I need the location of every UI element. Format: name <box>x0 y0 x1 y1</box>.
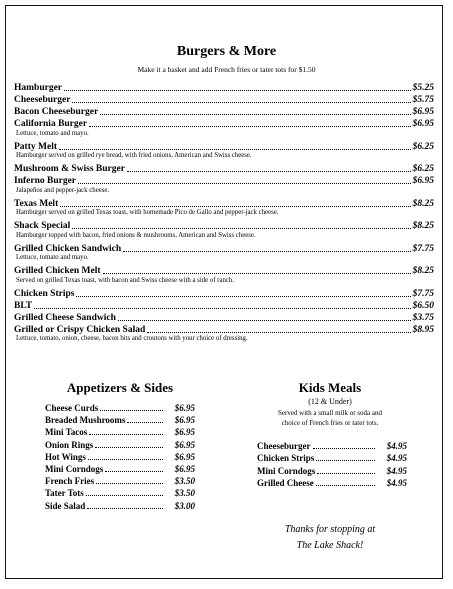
item-price: $5.25 <box>412 83 434 93</box>
dot-leader <box>89 434 163 435</box>
menu-item <box>45 475 195 486</box>
item-name: BLT <box>14 300 33 311</box>
menu-item <box>45 451 195 462</box>
dot-leader <box>72 102 410 103</box>
item-name: Hot Wings <box>45 451 86 462</box>
item-description: Lettuce, tomato, onion, cheese, bacon bits and croutons with your choice of dressing. <box>16 335 248 342</box>
menu-item <box>257 440 407 451</box>
item-price: $7.75 <box>412 288 434 299</box>
item-description: Hamburger served on grilled Texas toast, with homemade Pico de Gallo and pepper-jack cheese. <box>16 209 279 216</box>
menu-item <box>14 198 434 209</box>
item-price: $6.25 <box>412 141 434 152</box>
dot-leader <box>313 448 376 449</box>
menu-item <box>14 220 434 231</box>
menu-item <box>14 312 434 323</box>
dot-leader <box>60 206 410 207</box>
kids-title: Kids Meals <box>298 380 362 395</box>
dot-leader <box>34 308 410 309</box>
menu-item <box>45 487 195 498</box>
item-price: $4.95 <box>386 453 407 464</box>
item-name: French Fries <box>45 476 95 487</box>
item-name: Mini Corndogs <box>45 464 104 474</box>
dot-leader <box>95 447 163 448</box>
item-name: Cheeseburger <box>14 95 71 105</box>
item-name: Cheese Curds <box>45 403 99 413</box>
menu-item <box>45 414 195 425</box>
dot-leader <box>87 508 163 509</box>
menu-item <box>257 477 407 488</box>
item-price: $6.25 <box>412 164 434 174</box>
item-name: Cheeseburger <box>257 441 311 451</box>
item-price: $6.95 <box>412 107 434 117</box>
item-name: Chicken Strips <box>257 453 315 464</box>
item-description: Lettuce, tomato and mayo. <box>16 254 89 261</box>
item-price: $3.00 <box>174 500 195 511</box>
menu-item <box>257 465 407 476</box>
dot-leader <box>100 410 163 411</box>
dot-leader <box>103 273 411 274</box>
dot-leader <box>64 90 411 91</box>
item-price: $6.95 <box>174 451 195 462</box>
dot-leader <box>88 459 163 460</box>
burgers-title: Burgers & More <box>176 44 277 59</box>
item-name: Mini Tacos <box>45 427 88 438</box>
dot-leader <box>89 126 411 127</box>
appetizers-title: Appetizers & Sides <box>66 380 174 395</box>
item-price: $8.25 <box>412 266 434 276</box>
item-price: $8.25 <box>412 198 434 209</box>
dot-leader <box>118 320 411 321</box>
menu-item <box>14 265 434 276</box>
kids-subtitle-line1: Served with a small milk or soda and <box>277 409 382 417</box>
item-price: $7.75 <box>412 243 434 254</box>
menu-item <box>45 439 195 450</box>
item-price: $8.25 <box>412 221 434 231</box>
menu-item <box>14 106 434 117</box>
dot-leader <box>59 149 411 150</box>
item-price: $6.95 <box>174 439 195 450</box>
menu-item <box>14 300 434 311</box>
item-price: $4.95 <box>386 441 407 451</box>
item-name: Grilled Cheese <box>257 477 314 488</box>
menu-item <box>14 288 434 299</box>
item-name: Bacon Cheeseburger <box>14 107 99 117</box>
menu-item <box>14 324 434 335</box>
kids-subtitle-line2: choice of French fries or tater tots. <box>281 419 379 427</box>
item-name: Side Salad <box>45 500 86 511</box>
item-description: Hamburger topped with bacon, fried onions & mushrooms, American and Swiss cheese. <box>16 231 256 239</box>
item-name: Mini Corndogs <box>257 465 316 476</box>
item-price: $6.95 <box>174 427 195 438</box>
dot-leader <box>105 471 163 472</box>
menu-item <box>14 141 434 152</box>
dot-leader <box>96 483 163 484</box>
item-price: $6.95 <box>174 403 195 413</box>
item-name: Grilled Chicken Sandwich <box>14 243 122 254</box>
item-price: $3.50 <box>174 488 195 499</box>
item-price: $3.50 <box>174 476 195 487</box>
item-name: Grilled Cheese Sandwich <box>14 312 116 323</box>
item-name: Inferno Burger <box>14 176 77 186</box>
item-name: Shack Special <box>14 221 71 231</box>
item-price: $5.75 <box>412 95 434 105</box>
item-name: Mushroom & Swiss Burger <box>14 164 125 174</box>
item-name: Patty Melt <box>14 141 57 152</box>
item-name: Onion Rings <box>45 439 94 450</box>
item-price: $6.95 <box>174 415 195 426</box>
menu-item <box>45 402 195 413</box>
dot-leader <box>123 251 410 252</box>
item-description: Hamburger served on grilled rye bread, with fried onions, American and Swiss cheese. <box>16 152 252 159</box>
kids-age-note: (12 & Under) <box>308 397 352 406</box>
item-name: Grilled or Crispy Chicken Salad <box>14 324 146 335</box>
dot-leader <box>316 485 375 486</box>
dot-leader <box>76 296 410 297</box>
item-name: Grilled Chicken Melt <box>14 266 101 276</box>
item-price: $4.95 <box>386 477 407 488</box>
thanks-line1: Thanks for stopping at <box>284 524 376 535</box>
item-name: Tater Tots <box>45 488 84 499</box>
menu-item <box>14 243 434 254</box>
dot-leader <box>100 114 410 115</box>
dot-leader <box>316 460 375 461</box>
item-price: $4.95 <box>386 465 407 476</box>
menu-item <box>14 94 434 105</box>
dot-leader <box>72 228 410 229</box>
item-name: Chicken Strips <box>14 288 75 299</box>
item-price: $6.95 <box>412 119 434 129</box>
menu-item <box>14 163 434 174</box>
item-description: Lettuce, tomato and mayo. <box>16 129 89 137</box>
menu-item <box>14 118 434 129</box>
item-price: $3.75 <box>412 312 434 323</box>
item-name: Breaded Mushrooms <box>45 415 126 426</box>
menu-item <box>14 175 434 186</box>
item-description: Jalapeños and pepper-jack cheese. <box>16 186 110 194</box>
item-price: $6.95 <box>412 176 434 186</box>
menu-item <box>45 463 195 474</box>
item-description: Served on grilled Texas toast, with bacon and Swiss cheese with a side of ranch. <box>16 276 234 284</box>
item-name: California Burger <box>14 119 88 129</box>
burgers-subtitle: Make it a basket and add French fries or tater tots for $1.50 <box>137 65 316 74</box>
menu-item <box>45 426 195 437</box>
menu-item <box>45 500 195 511</box>
dot-leader <box>86 495 163 496</box>
item-price: $8.95 <box>412 324 434 335</box>
dot-leader <box>317 473 375 474</box>
menu-item <box>257 452 407 463</box>
item-name: Hamburger <box>14 83 63 93</box>
item-name: Texas Melt <box>14 198 59 209</box>
dot-leader <box>127 422 163 423</box>
thanks-line2: The Lake Shack! <box>296 540 364 551</box>
item-price: $6.95 <box>174 464 195 474</box>
item-price: $6.50 <box>412 300 434 311</box>
dot-leader <box>78 183 411 184</box>
menu-item <box>14 82 434 93</box>
dot-leader <box>127 171 411 172</box>
dot-leader <box>147 332 410 333</box>
